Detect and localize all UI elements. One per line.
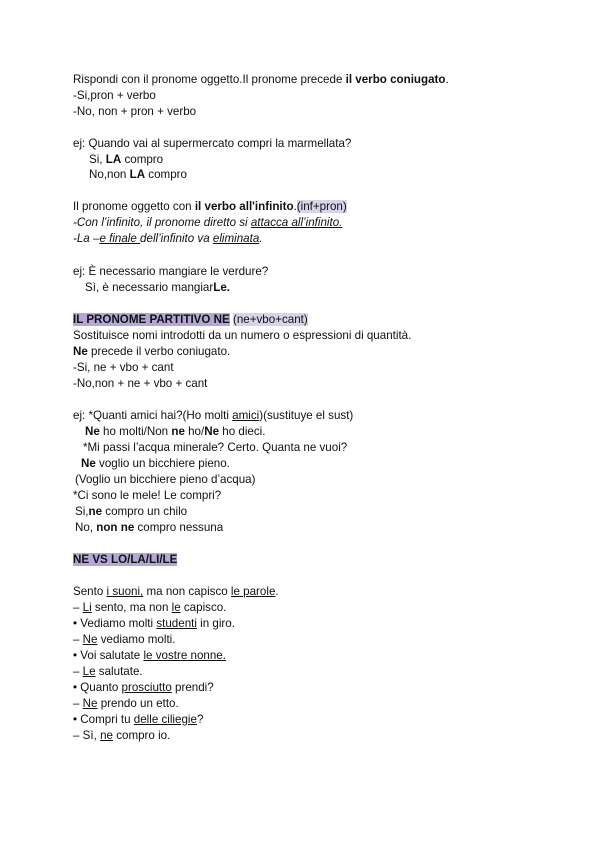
ne-vs-line-10: – Sì, ne compro io. (73, 729, 171, 742)
partitive-definition: Sostituisce nomi introdotti da un numero o espressioni di quantità. (73, 329, 412, 342)
example3-note: (Voglio un bicchiere pieno d’acqua) (75, 473, 256, 486)
ne-vs-line-9: • Compri tu delle ciliegie? (73, 713, 204, 726)
example3-answer3: Si,ne compro un chilo (75, 505, 188, 518)
ne-vs-line-8: – Ne prendo un etto. (73, 697, 179, 710)
ne-vs-line-7: • Quanto prosciutto prendi? (73, 681, 214, 694)
ne-vs-line-4: – Ne vediamo molti. (73, 633, 176, 646)
example-question: ej: Quando vai al supermercato compri la marmellata? (73, 137, 352, 150)
partitive-heading-line (73, 312, 308, 327)
ne-vs-line-2: – Li sento, ma non le capisco. (73, 601, 227, 614)
ne-vs-line-1: Sento i suoni, ma non capisco le parole. (73, 585, 279, 598)
example-answer-yes: Si, LA compro (89, 153, 164, 166)
example3-answer: Ne ho molti/Non ne ho/Ne ho dieci. (85, 425, 266, 438)
example3-question3: *Ci sono le mele! Le compri? (73, 489, 222, 502)
infinitive-formula: (inf+pron) (296, 200, 347, 213)
partitive-title: IL PRONOME PARTITIVO NE (73, 313, 230, 326)
partitive-formula: (ne+vbo+cant) (232, 313, 308, 326)
ne-vs-title: NE VS LO/LA/LI/LE (73, 553, 178, 566)
example2-answer: Sì, è necessario mangiarLe. (85, 281, 231, 294)
partitive-position: Ne precede il verbo coniugato. (73, 345, 231, 358)
rule-yes-line: -Si,pron + verbo (73, 89, 156, 102)
partitive-yes-rule: -Si, ne + vbo + cant (73, 361, 174, 374)
partitive-no-rule: -No,non + ne + vbo + cant (73, 377, 208, 390)
ne-vs-line-5: • Voi salutate le vostre nonne. (73, 649, 226, 662)
rule-no-line: -No, non + pron + verbo (73, 105, 197, 118)
infinitive-eliminate-line: -La –e finale dell’infinito va eliminata. (73, 232, 263, 245)
example3-question2: *Mi passi l’acqua minerale? Certo. Quanta ne vuoi? (83, 441, 348, 454)
ne-vs-heading-line (73, 552, 177, 567)
example-answer-no: No,non LA compro (89, 168, 187, 181)
example3-answer4: No, non ne compro nessuna (75, 521, 224, 534)
example3-answer2: Ne voglio un bicchiere pieno. (81, 457, 230, 470)
infinitive-rule-line: Il pronome oggetto con il verbo all'infinito.(inf+pron) (73, 200, 347, 213)
example3-question: ej: *Quanti amici hai?(Ho molti amici)(sustituye el sust) (73, 409, 354, 422)
example2-question: ej: È necessario mangiare le verdure? (73, 265, 269, 278)
rule-intro-line: Rispondi con il pronome oggetto.Il pronome precede il verbo coniugato. (73, 73, 449, 86)
ne-vs-line-3: • Vediamo molti studenti in giro. (73, 617, 235, 630)
infinitive-attach-line: -Con l’infinito, il pronome diretto si attacca all’infinito. (73, 216, 343, 229)
ne-vs-line-6: – Le salutate. (73, 665, 143, 678)
